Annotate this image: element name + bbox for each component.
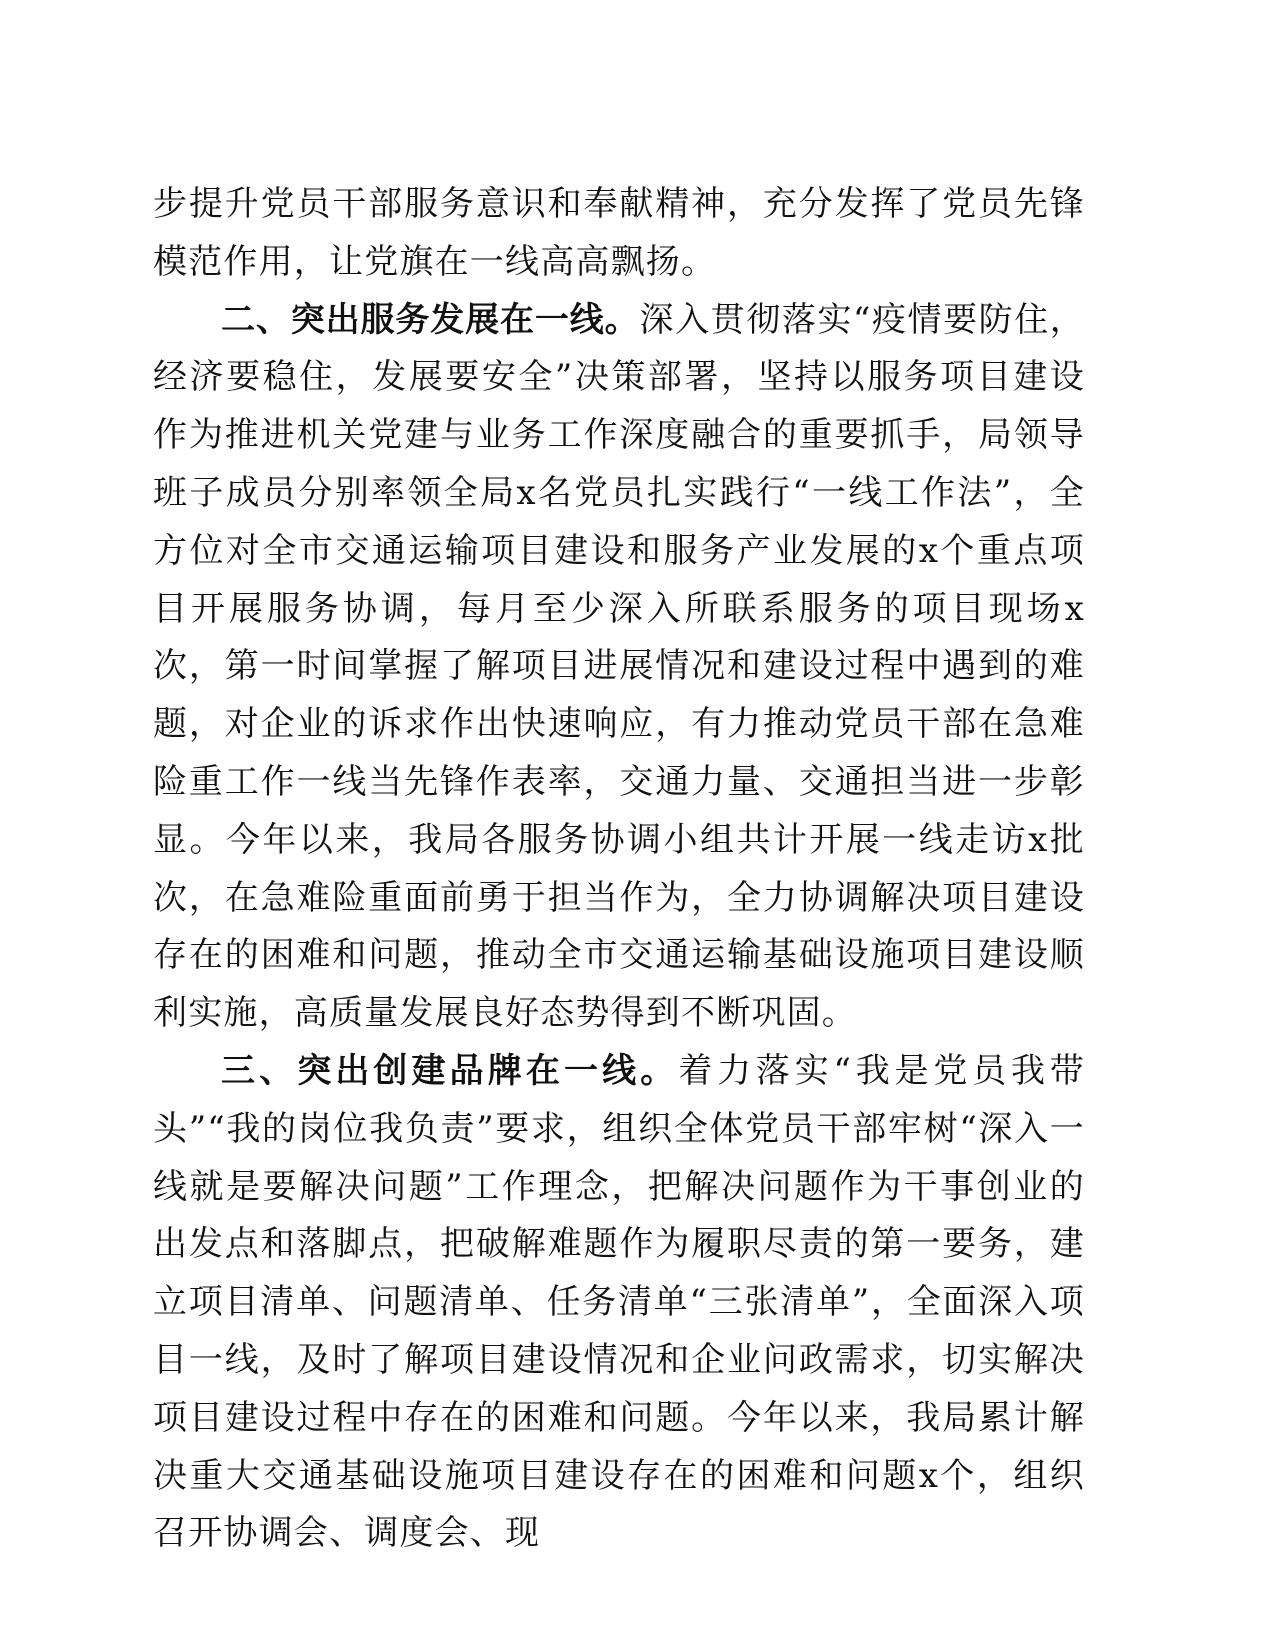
section-two-paragraph: [153, 292, 1085, 1043]
section-three-text: 着力落实“我是党员我带头”“我的岗位我负责”要求，组织全体党员干部牢树“深入一线就是要解决问题”工作理念，把解决问题作为干事创业的出发点和落脚点，把破解难题作为履职尽责的第一要务，建立项目清单、问题清单、任务清单“三张清单”，全面深入项目一线，及时了解项目建设情况和企业问政需求，切实解决项目建设过程中存在的困难和问题。今年以来，我局累计解决重大交通基础设施项目建设存在的困难和问题x个，组织召开协调会、调度会、现: [153, 1050, 1085, 1554]
paragraph-text: 步提升党员干部服务意识和奉献精神，充分发挥了党员先锋模范作用，让党旗在一线高高飘扬。: [153, 184, 1085, 282]
paragraph-continuation: [153, 176, 1085, 292]
section-two-text: 深入贯彻落实“疫情要防住，经济要稳住，发展要安全”决策部署，坚持以服务项目建设作为推进机关党建与业务工作深度融合的重要抓手，局领导班子成员分别率领全局x名党员扎实践行“一线工作法”，全方位对全市交通运输项目建设和服务产业发展的x个重点项目开展服务协调，每月至少深入所联系服务的项目现场x次，第一时间掌握了解项目进展情况和建设过程中遇到的难题，对企业的诉求作出快速响应，有力推动党员干部在急难险重工作一线当先锋作表率，交通力量、交通担当进一步彰显。今年以来，我局各服务协调小组共计开展一线走访x批次，在急难险重面前勇于担当作为，全力协调解决项目建设存在的困难和问题，推动全市交通运输基础设施项目建设顺利实施，高质量发展良好态势得到不断巩固。: [153, 299, 1086, 1034]
document-body: [153, 176, 1085, 1563]
section-three-heading: 三、突出创建品牌在一线。: [221, 1050, 679, 1091]
section-two-heading: 二、突出服务发展在一线。: [221, 299, 640, 340]
section-three-paragraph: [153, 1043, 1085, 1563]
